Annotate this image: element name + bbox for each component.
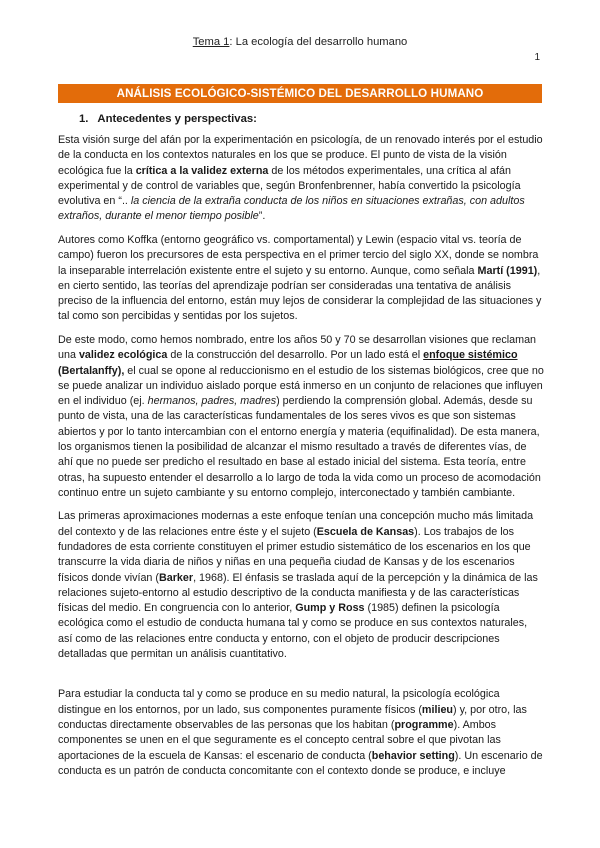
header-topic: Tema 1 — [192, 36, 230, 48]
text-run: ). Ambos componentes se unen en el que seguramente es el concepto central sobre el que pivotan las aportaciones de la escuela de Kansas: el escenario de conducta ( — [58, 718, 501, 762]
bold-run: Barker — [158, 571, 194, 584]
paragraph-3 — [58, 333, 544, 501]
text-run: Esta visión surge del afán por la experimentación en psicología, de un renovado interés por el estudio de la conducta en los contextos naturales en los que se produce. El punto de vista de la visión ecológica fue la — [58, 134, 543, 177]
italic-quote: la ciencia de la extraña conducta de los niños en situaciones extrañas, con adultos extraños, durante el menor tiempo posible — [58, 195, 525, 223]
page-number: 1 — [534, 52, 540, 63]
paragraph-1 — [58, 133, 544, 225]
running-header — [0, 36, 600, 48]
text-run: Las primeras aproximaciones modernas a este enfoque tenían una concepción mucho más limitada del contexto y de las relaciones entre éste y el sujeto ( — [58, 510, 534, 538]
bold-underlined-run: enfoque sistémico — [423, 349, 518, 362]
text-run: Para estudiar la conducta tal y como se produce en su medio natural, la psicología ecológica distingue en los entornos, por un lado, sus componentes puramente físicos ( — [58, 688, 500, 716]
paragraph-4 — [58, 509, 544, 662]
bold-run: milieu — [421, 703, 453, 716]
header-title: : La ecología del desarrollo humano — [229, 36, 408, 48]
paragraph-2 — [58, 233, 544, 325]
text-run: ). Los trabajos de los fundadores de esta corriente constituyen el primer estudio sistemático de los escenarios en los que transcurre la vida diaria de niños y niñas en una pequeña ciudad de Kansas y de los escenarios físicos donde vivían ( — [58, 525, 531, 584]
bold-run: (Bertalanffy), — [58, 364, 125, 377]
bold-run: crítica a la validez externa — [135, 164, 269, 177]
text-run: Autores como Koffka (entorno geográfico vs. comportamental) y Lewin (espacio vital vs. teoría de campo) fueron los precursores de esta perspectiva en el primer tercio del siglo XX, donde se nombra la inseparable interrelación existente entre el sujeto y su entorno. Aunque, como señala — [58, 233, 539, 277]
section-number: 1. — [79, 113, 89, 125]
text-run: el cual se opone al reduccionismo en el estudio de los sistemas biológicos, cree que no se puede analizar un individuo aislado porque está inmerso en un conjunto de relaciones que influyen en el individuo (ej. — [58, 364, 544, 408]
bold-run: Gump y Ross — [295, 602, 365, 615]
text-run: ) y, por otro, las conductas directamente observables de las personas que los habitan ( — [58, 703, 527, 731]
section-heading — [79, 113, 257, 125]
bold-run: Martí (1991) — [477, 264, 538, 277]
italic-run: hermanos, padres, madres — [147, 395, 277, 408]
title-banner: ANÁLISIS ECOLÓGICO-SISTÉMICO DEL DESARROLLO HUMANO — [58, 84, 542, 103]
text-run: , 1968). El énfasis se traslada aquí de la percepción y la dinámica de las relaciones sujeto-entorno al estudio descriptivo de la conducta manifiesta y de las características físicas del medio. En congruencia con lo anterior, — [58, 571, 538, 615]
bold-run: programme — [394, 718, 454, 731]
document-body — [58, 133, 544, 787]
text-run: ”. — [258, 210, 266, 223]
text-run: ). Un escenario de conducta es un patrón de conducta concomitante con el contexto donde se produce, e incluye — [58, 749, 543, 777]
text-run: , en cierto sentido, las teorías del aprendizaje podrían ser consideradas una tentativa de análisis preciso de la influencia del entorno, están muy lejos de considerar la complejidad de las situaciones y tal como son percibidas y sentidas por los sujetos. — [58, 264, 542, 323]
text-run: de los métodos experimentales, una crítica al afán experimental y de control de variables que, según Bronfenbrenner, había convertido la psicología evolutiva en “.. — [58, 164, 521, 208]
text-run: de la construcción del desarrollo. Por un lado está el — [167, 349, 424, 362]
text-run: ) perdiendo la comprensión global. Además, desde su punto de vista, una de las características fundamentales de los seres vivos es que son sistemas abiertos y por lo tanto intercambian con el entorno energía y materia (equifinalidad). De esta manera, los organismos tienen la posibilidad de alcanzar el mismo resultado a través de diferentes vías, de ahí que no puede ser predicho el resultado en base al estado inicial del sistema. Esta teoría, entre otras, ha supuesto entender el desarrollo a lo largo de toda la vida como un proceso de acomodación continuo entre un sujeto cambiante y su entorno complejo, interconectado y también cambiante. — [58, 395, 541, 499]
text-run: (1985) definen la psicología ecológica como el estudio de conducta humana tal y como se produce en sus contextos naturales, así como de las relaciones entre conducta y entorno, con el objeto de producir descripciones detalladas que permitan un análisis cuantitativo. — [58, 602, 528, 661]
bold-run: behavior setting — [371, 749, 455, 762]
paragraph-5 — [58, 687, 544, 779]
text-run: De este modo, como hemos nombrado, entre los años 50 y 70 se desarrollan visiones que reclaman una — [58, 333, 537, 362]
bold-run: validez ecológica — [78, 349, 168, 362]
section-title: Antecedentes y perspectivas: — [97, 113, 257, 125]
bold-run: Escuela de Kansas — [316, 525, 415, 538]
